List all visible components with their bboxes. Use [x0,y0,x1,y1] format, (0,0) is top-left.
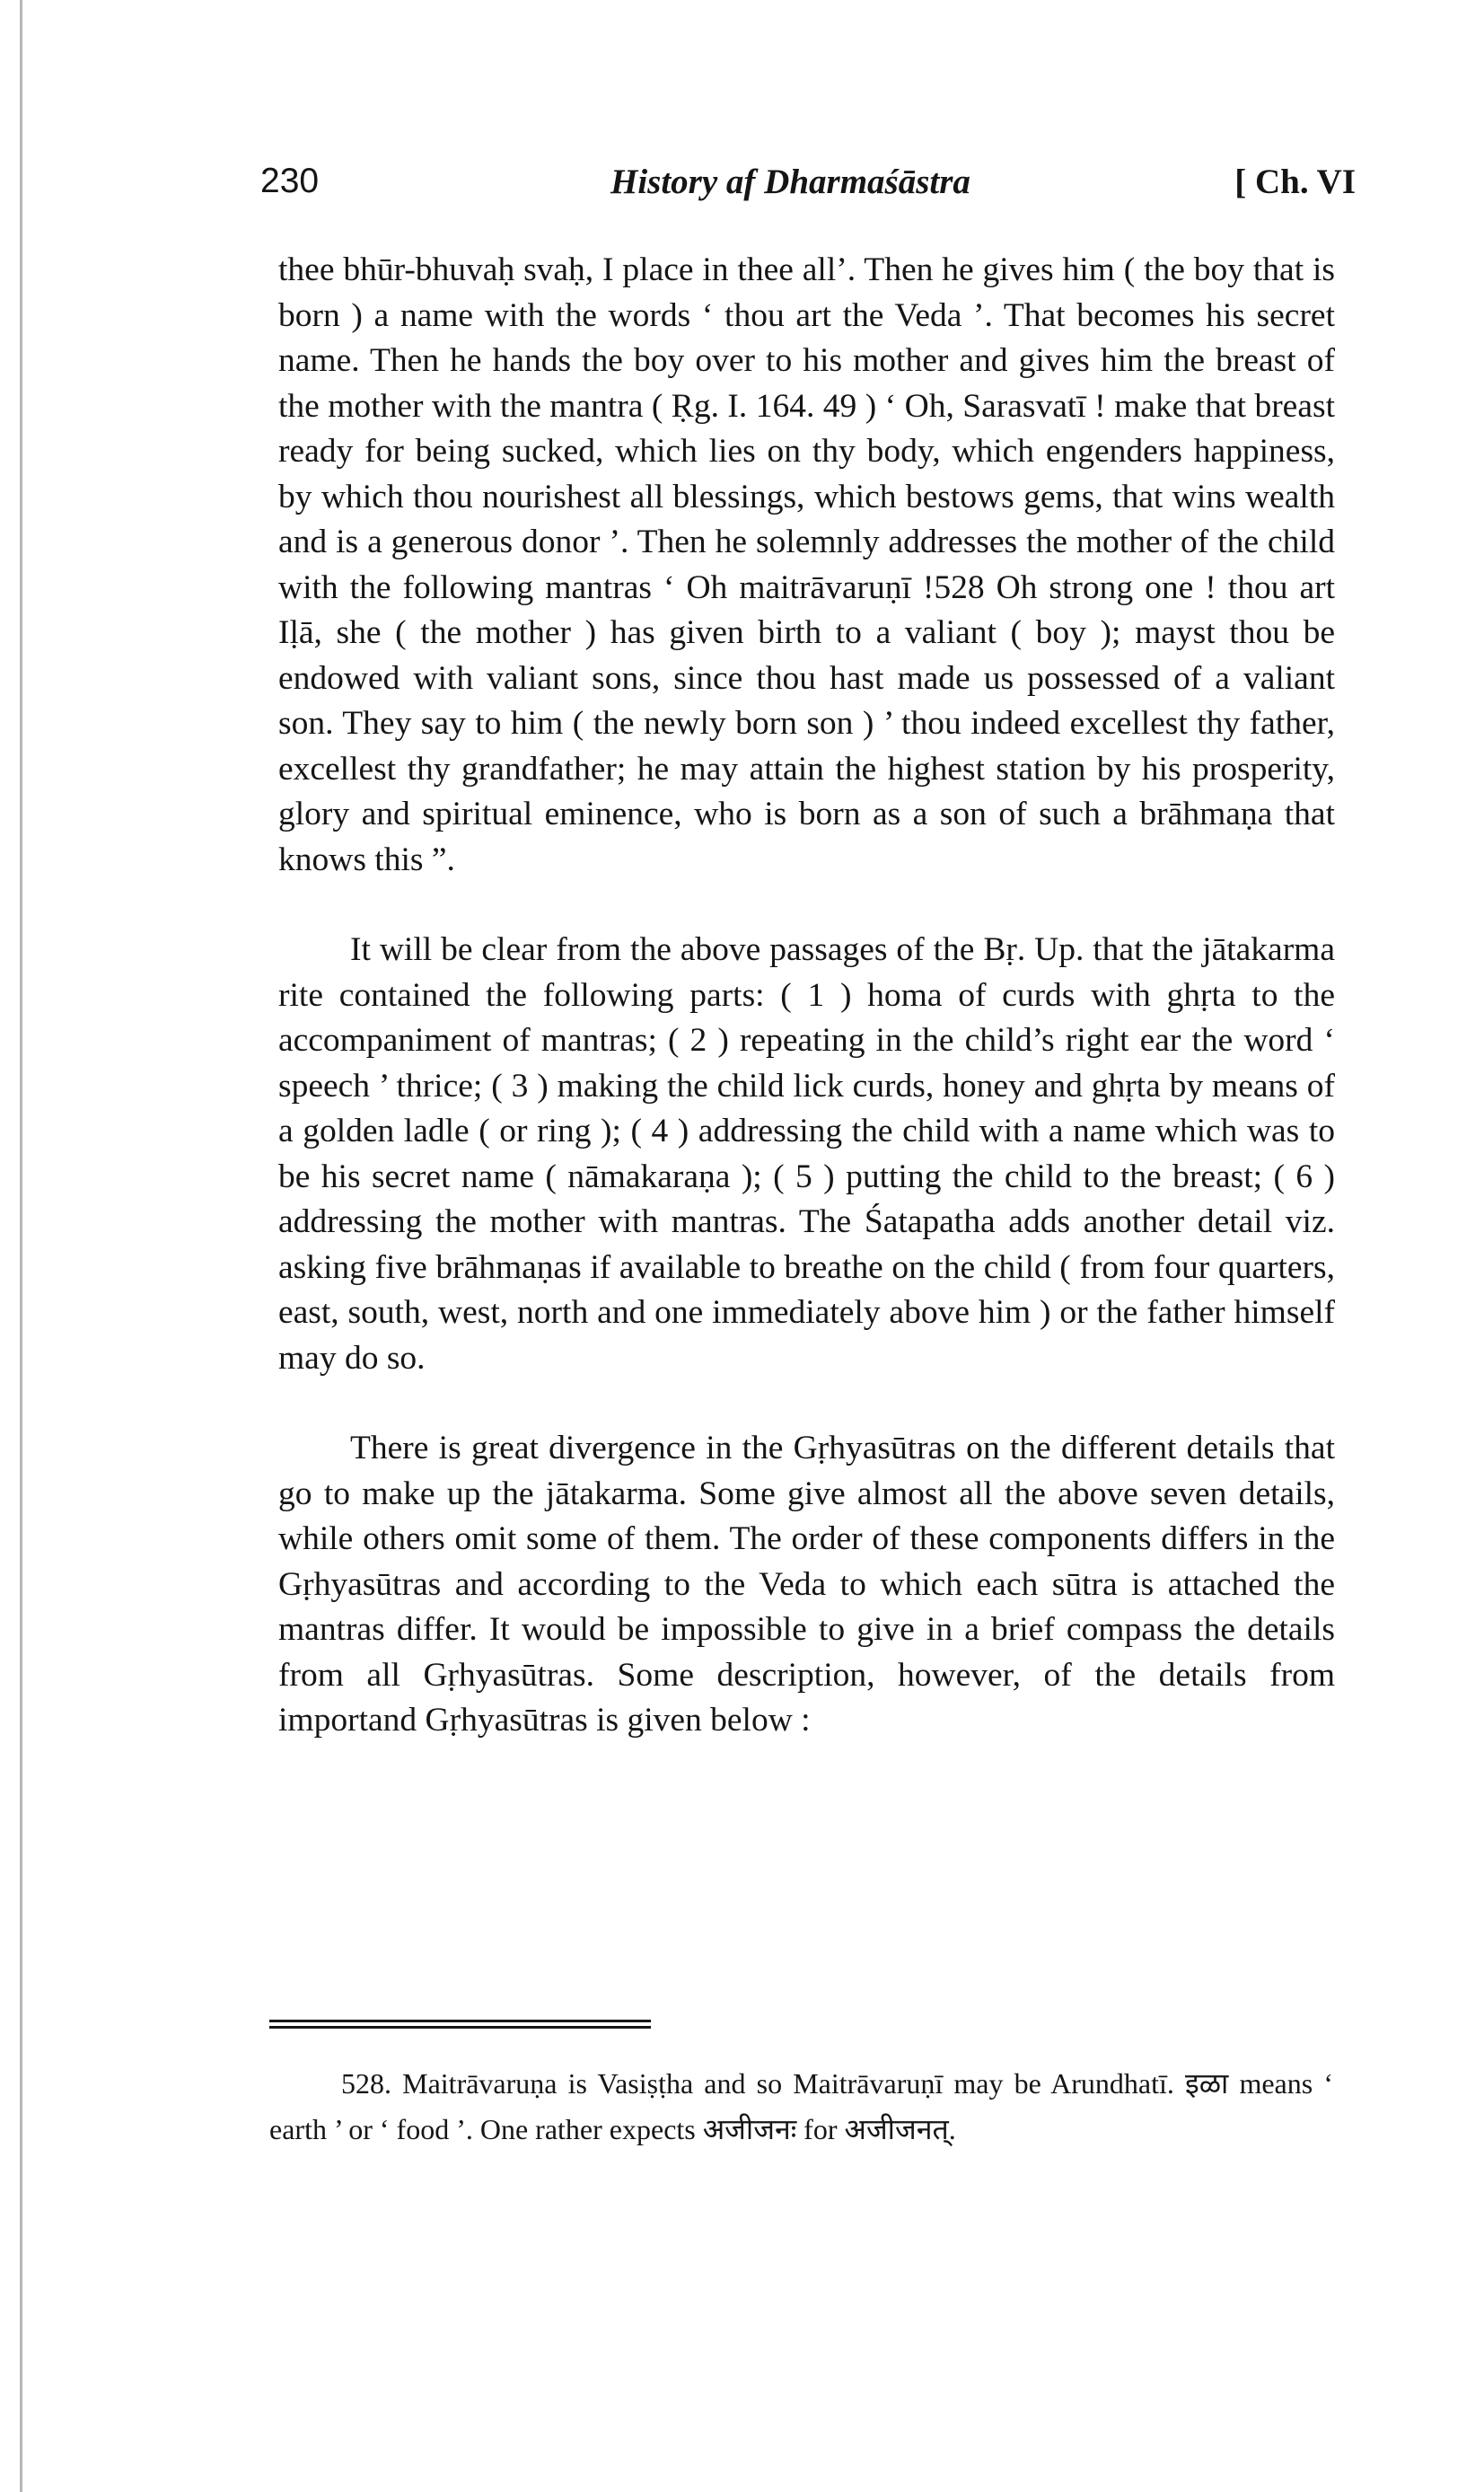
footnote-rule-line [269,2026,651,2029]
page-header [260,162,1356,216]
page-edge-line [20,0,22,2492]
footnote-rule-line [269,2020,651,2022]
footnote [269,2061,1333,2153]
chapter-reference: [ Ch. VI [1234,163,1356,201]
paragraph-grhyasutras-divergence: There is great divergence in the Gṛhyasūtras on the different details that go to make up the jātakarma. Some give almost all the above seven details, while others omit some of them. The order of these components differs in the Gṛhyasūtras and according to the Veda to which each sūtra is attached the mantras differ. It would be impossible to give in a brief compass the details from all Gṛhyasūtras. Some description, however, of the details from importand Gṛhyasūtras is given below : [278,1430,1335,1739]
paragraph-jatakarma-parts: It will be clear from the above passages of the Bṛ. Up. that the jātakarma rite contained the following parts: ( 1 ) homa of curds with ghṛta to the accompaniment of mantras; ( 2 ) repeating in the child’s right ear the word ‘ speech ’ thrice; ( 3 ) making the child lick curds, honey and ghṛta by means of a golden ladle ( or ring ); ( 4 ) addressing the child with a name which was to be his secret name ( nāmakaraṇa ); ( 5 ) putting the child to the breast; ( 6 ) addressing the mother with mantras. The Śatapatha adds another detail viz. asking five brāhmaṇas if available to breathe on the child ( from four quarters, east, south, west, north and one immediately above him ) or the father himself may do so. [278,931,1335,1377]
paragraph-continuation: thee bhūr-bhuvaḥ svaḥ, I place in thee all’. Then he gives him ( the boy that is born ) a name with the words ‘ thou art the Veda ’. That becomes his secret name. Then he hands the boy over to his mother and gives him the breast of the mother with the mantra ( Ṛg. I. 164. 49 ) ‘ Oh, Sarasvatī ! make that breast ready for being sucked, which lies on thy body, which engenders happiness, by which thou nourishest all blessings, which bestows gems, that wins wealth and is a generous donor ’. Then he solemnly addresses the mother of the child with the following mantras ‘ Oh maitrāvaruṇī !528 Oh strong one ! thou art Iḷā, she ( the mother ) has given birth to a valiant ( boy ); mayst thou be endowed with valiant sons, since thou hast made us possessed of a valiant son. They say to him ( the newly born son ) ’ thou indeed excellest thy father, excellest thy grandfather; he may attain the highest station by his prosperity, glory and spiritual eminence, who is born as a son of such a brāhmaṇa that knows this ”. [278,251,1335,878]
running-title: History af Dharmaśāstra [610,163,970,201]
body-text [278,248,1335,1744]
footnote-separator [269,2020,651,2029]
footnote-528: 528. Maitrāvaruṇa is Vasiṣṭha and so Maitrāvaruṇī may be Arundhatī. इळा means ‘ earth ’ or ‘ food ’. One rather expects अजीजनः for अजीजनत्. [269,2067,1333,2145]
page-number: 230 [260,162,320,200]
